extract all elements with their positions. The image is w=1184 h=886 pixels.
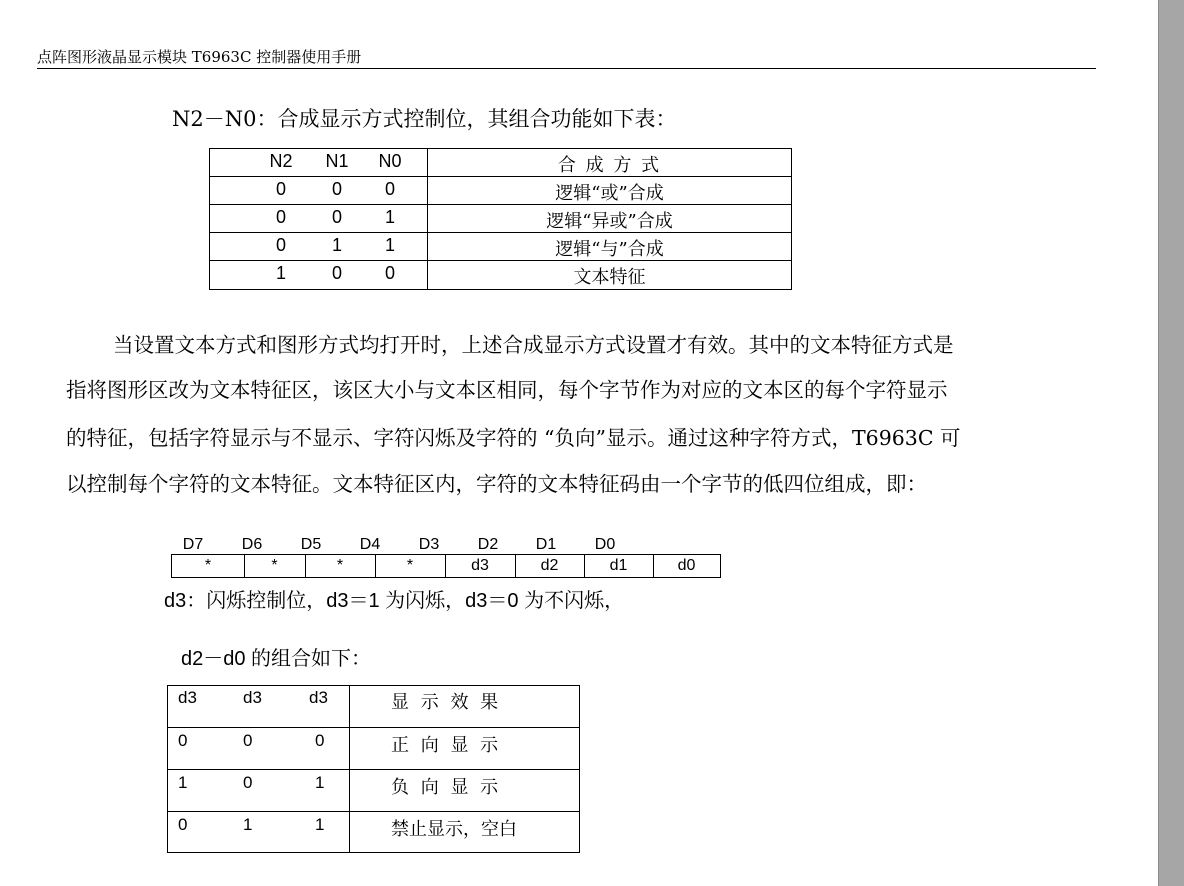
table-cell: 0: [275, 179, 286, 199]
bit-label: D2: [477, 536, 499, 553]
table-cell: 逻辑“异或”合成: [546, 211, 673, 232]
table-cell: 0: [331, 179, 342, 199]
table-cell: 禁止显示，空白: [391, 819, 517, 840]
bit-label: D0: [594, 536, 616, 553]
d2-d0-heading: d2－d0 的组合如下：: [181, 648, 372, 670]
table-cell: 0: [178, 815, 188, 834]
table2-header: d3: [309, 688, 328, 707]
table1-header-n1: N1: [325, 151, 349, 171]
table-cell: 1: [243, 815, 253, 834]
bit-cell: d0: [677, 557, 696, 574]
d3-description: d3：闪烁控制位，d3＝1 为闪烁，d3＝0 为不闪烁，: [164, 590, 625, 612]
bit-cell: *: [336, 557, 344, 574]
table-cell: 0: [331, 207, 342, 227]
composite-mode-table: [209, 148, 792, 290]
table-cell: 1: [275, 263, 286, 283]
bit-cell: d3: [471, 557, 489, 574]
table-cell: 1: [315, 773, 325, 792]
table-cell: 0: [331, 263, 342, 283]
table1-header-n2: N2: [269, 151, 293, 171]
bit-cells-row: [171, 554, 721, 578]
display-effect-table: [167, 685, 580, 853]
bit-cell: *: [406, 557, 414, 574]
table-cell: 正 向 显 示: [391, 735, 502, 756]
bit-cell: d1: [609, 557, 628, 574]
table2-header: d3: [243, 688, 262, 707]
table-cell: 1: [315, 815, 325, 834]
table-cell: 1: [384, 207, 395, 227]
scrollbar-track[interactable]: [1158, 0, 1184, 886]
table-cell: 0: [384, 179, 395, 199]
table-cell: 负 向 显 示: [391, 777, 502, 798]
bit-label: D6: [241, 536, 263, 553]
table-cell: 1: [178, 773, 188, 792]
bit-cell: *: [204, 557, 212, 574]
table-cell: 0: [275, 235, 286, 255]
table-cell: 0: [243, 773, 253, 792]
table-cell: 0: [178, 731, 188, 750]
table1-header-n0: N0: [378, 151, 402, 171]
header-rule: [37, 68, 1096, 69]
bit-label: D7: [182, 536, 204, 553]
table-cell: 1: [331, 235, 342, 255]
page-header-title: 点阵图形液晶显示模块 T6963C 控制器使用手册: [37, 48, 362, 66]
table-cell: 逻辑“与”合成: [555, 239, 664, 260]
table-cell: 0: [315, 731, 325, 750]
table-cell: 文本特征: [573, 267, 646, 288]
bit-label: D3: [418, 536, 440, 553]
table-cell: 逻辑“或”合成: [555, 183, 664, 204]
table1-header-mode: 合 成 方 式: [557, 155, 662, 176]
section-heading: N2－N0：合成显示方式控制位，其组合功能如下表：: [172, 107, 677, 131]
paragraph-line: 以控制每个字符的文本特征。文本特征区内，字符的文本特征码由一个字节的低四位组成，即：: [66, 472, 927, 496]
bit-label: D5: [300, 536, 322, 553]
table-cell: 0: [384, 263, 395, 283]
bit-label: D1: [535, 536, 557, 553]
paragraph-line: 指将图形区改为文本特征区，该区大小与文本区相同，每个字节作为对应的文本区的每个字符显示: [66, 378, 948, 402]
table-cell: 1: [384, 235, 395, 255]
table2-header: d3: [178, 688, 197, 707]
paragraph-line: 当设置文本方式和图形方式均打开时，上述合成显示方式设置才有效。其中的文本特征方式是: [113, 333, 954, 357]
paragraph-line: 的特征，包括字符显示与不显示、字符闪烁及字符的 “负向”显示。通过这种字符方式，T6963C 可: [66, 426, 961, 450]
table-cell: 0: [275, 207, 286, 227]
bit-cell: *: [271, 557, 278, 574]
table2-header-effect: 显 示 效 果: [391, 692, 502, 713]
bit-cell: d2: [540, 557, 559, 574]
table-cell: 0: [243, 731, 253, 750]
bit-label: D4: [359, 536, 381, 553]
